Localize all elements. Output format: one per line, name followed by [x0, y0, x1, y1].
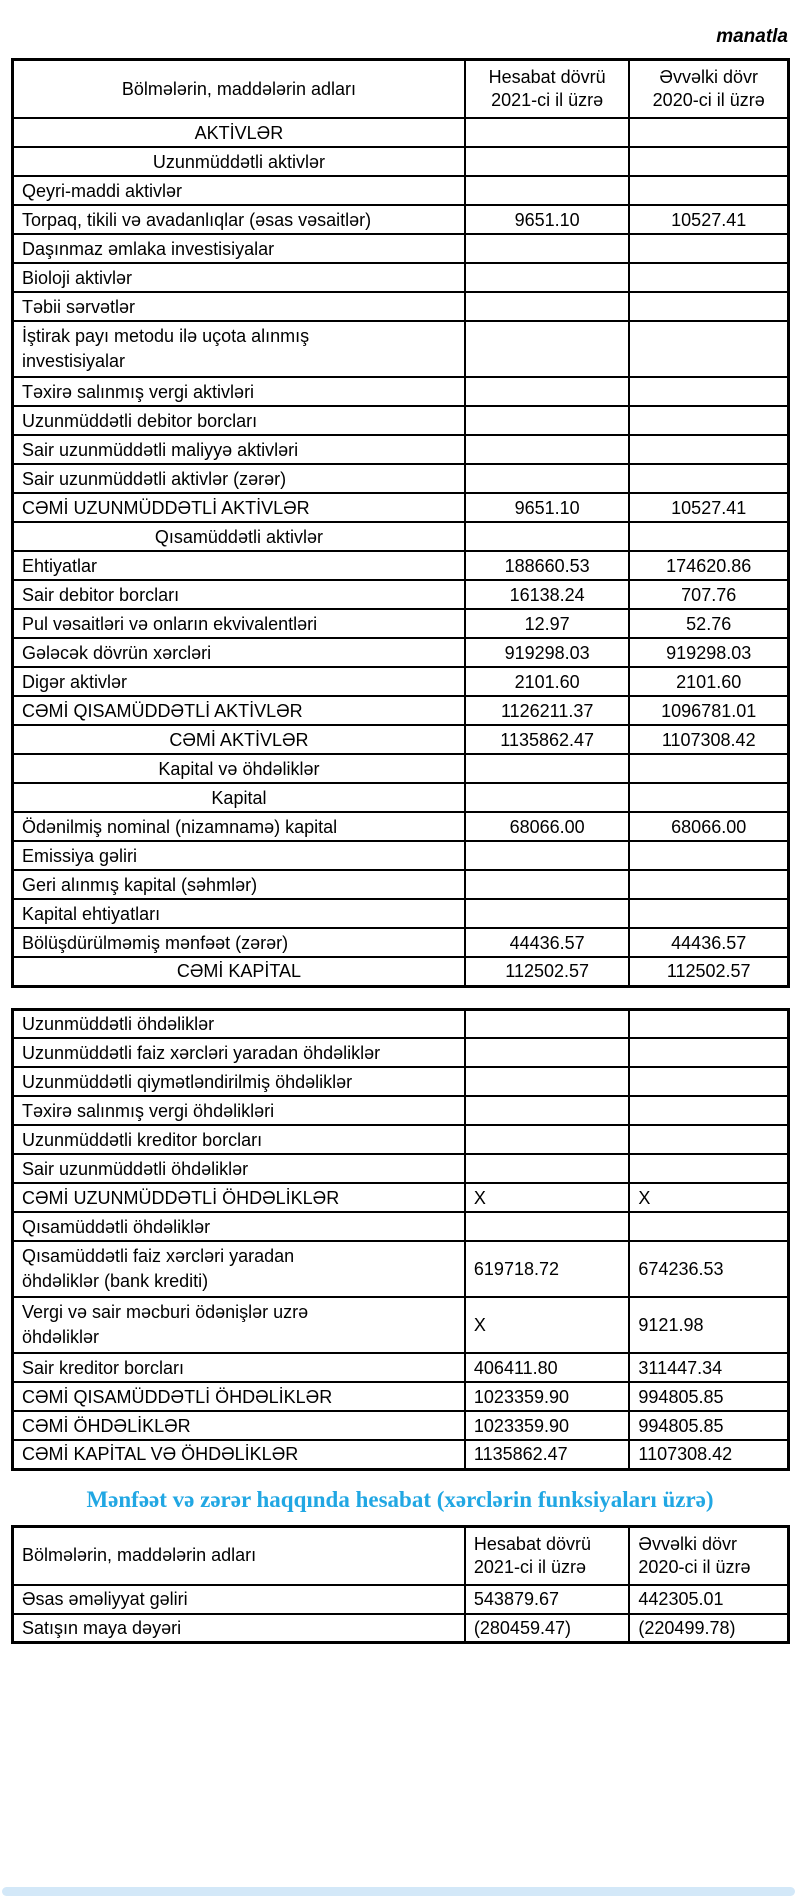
value-2021	[465, 435, 630, 464]
row-label: Uzunmüddətli aktivlər	[13, 147, 465, 176]
row-label: Geri alınmış kapital (səhmlər)	[13, 870, 465, 899]
row-label: Sair uzunmüddətli öhdəliklər	[13, 1154, 465, 1183]
table-row	[13, 580, 789, 609]
balance-sheet-body	[13, 118, 789, 986]
value-2020: 994805.85	[629, 1382, 788, 1411]
row-label	[13, 1241, 465, 1297]
value-2020: 68066.00	[629, 812, 788, 841]
horizontal-scrollbar[interactable]	[2, 1887, 795, 1896]
row-label: Bioloji aktivlər	[13, 263, 465, 292]
value-2020: 1107308.42	[629, 1440, 788, 1469]
table-row	[13, 1297, 789, 1353]
value-2021	[465, 321, 630, 377]
table-row	[13, 812, 789, 841]
row-label	[13, 1297, 465, 1353]
row-label: Təxirə salınmış vergi öhdəlikləri	[13, 1096, 465, 1125]
row-label: Sair kreditor borcları	[13, 1353, 465, 1382]
table-row	[13, 1440, 789, 1469]
value-2021	[465, 263, 630, 292]
table-row	[13, 928, 789, 957]
value-2020	[629, 292, 788, 321]
value-2020: 707.76	[629, 580, 788, 609]
value-2021: 44436.57	[465, 928, 630, 957]
row-label: Əsas əməliyyat gəliri	[13, 1585, 465, 1614]
liabilities-table	[11, 1008, 790, 1471]
value-2021: 543879.67	[465, 1585, 630, 1614]
value-2020	[629, 870, 788, 899]
table-row	[13, 321, 789, 377]
liabilities-body	[13, 1009, 789, 1469]
table-row	[13, 1212, 789, 1241]
row-label-line: Qısamüddətli faiz xərcləri yaradan	[22, 1246, 295, 1266]
value-2020	[629, 899, 788, 928]
table-row	[13, 205, 789, 234]
header-line: 2020-ci il üzrə	[652, 90, 765, 110]
row-label: Sair uzunmüddətli maliyyə aktivləri	[13, 435, 465, 464]
row-label: CƏMİ KAPİTAL VƏ ÖHDƏLİKLƏR	[13, 1440, 465, 1469]
header-line: Hesabat dövrü	[488, 67, 606, 87]
value-2020	[629, 406, 788, 435]
table-row	[13, 1154, 789, 1183]
row-label: Qısamüddətli aktivlər	[13, 522, 465, 551]
value-2021	[465, 118, 630, 147]
table-row	[13, 1096, 789, 1125]
value-2020	[629, 435, 788, 464]
header-line: Əvvəlki dövr	[638, 1533, 737, 1554]
row-label: Bölüşdürülməmiş mənfəət (zərər)	[13, 928, 465, 957]
table-row	[13, 754, 789, 783]
value-2021	[465, 176, 630, 205]
table-row	[13, 1614, 789, 1643]
income-statement-body	[13, 1585, 789, 1643]
value-2020: 674236.53	[629, 1241, 788, 1297]
row-label-line: öhdəliklər	[22, 1327, 100, 1347]
row-label: Təxirə salınmış vergi aktivləri	[13, 377, 465, 406]
table-row	[13, 1241, 789, 1297]
table-row	[13, 406, 789, 435]
table-row	[13, 638, 789, 667]
value-2020: 1096781.01	[629, 696, 788, 725]
value-2021	[465, 1067, 630, 1096]
value-2020: 2101.60	[629, 667, 788, 696]
value-2021: 112502.57	[465, 957, 630, 986]
value-2020	[629, 377, 788, 406]
table-row	[13, 1183, 789, 1212]
column-header-name: Bölmələrin, maddələrin adları	[13, 1526, 465, 1585]
row-label: Təbii sərvətlər	[13, 292, 465, 321]
value-2020: 311447.34	[629, 1353, 788, 1382]
row-label: AKTİVLƏR	[13, 118, 465, 147]
table-row	[13, 1125, 789, 1154]
row-label-line: Vergi və sair məcburi ödənişlər uzrə	[22, 1302, 309, 1322]
value-2021	[465, 1038, 630, 1067]
value-2021	[465, 406, 630, 435]
header-line: 2020-ci il üzrə	[638, 1556, 751, 1577]
row-label: Uzunmüddətli qiymətləndirilmiş öhdəliklər	[13, 1067, 465, 1096]
value-2020	[629, 118, 788, 147]
row-label: Sair debitor borcları	[13, 580, 465, 609]
row-label: Daşınmaz əmlaka investisiyalar	[13, 234, 465, 263]
table-row	[13, 464, 789, 493]
value-2021: 1135862.47	[465, 1440, 630, 1469]
row-label: CƏMİ UZUNMÜDDƏTLİ AKTİVLƏR	[13, 493, 465, 522]
column-header-2020	[629, 1526, 788, 1585]
row-label-line: öhdəliklər (bank krediti)	[22, 1271, 209, 1291]
value-2021	[465, 1125, 630, 1154]
value-2021: X	[465, 1183, 630, 1212]
income-statement-heading: Mənfəət və zərər haqqında hesabat (xərclərin funksiyaları üzrə)	[86, 1486, 714, 1512]
table-row	[13, 841, 789, 870]
value-2021	[465, 1154, 630, 1183]
value-2020: 442305.01	[629, 1585, 788, 1614]
value-2020: 44436.57	[629, 928, 788, 957]
table-row	[13, 609, 789, 638]
value-2021: 1135862.47	[465, 725, 630, 754]
value-2020	[629, 783, 788, 812]
value-2020	[629, 1154, 788, 1183]
value-2021: 619718.72	[465, 1241, 630, 1297]
value-2021	[465, 870, 630, 899]
table-row	[13, 1067, 789, 1096]
row-label: Uzunmüddətli kreditor borcları	[13, 1125, 465, 1154]
table-row	[13, 118, 789, 147]
header-line: Əvvəlki dövr	[659, 67, 758, 87]
table-row	[13, 377, 789, 406]
value-2020: X	[629, 1183, 788, 1212]
value-2020	[629, 1096, 788, 1125]
value-2021: 406411.80	[465, 1353, 630, 1382]
row-label: Pul vəsaitləri və onların ekvivalentləri	[13, 609, 465, 638]
table-row	[13, 551, 789, 580]
row-label: Emissiya gəliri	[13, 841, 465, 870]
currency-unit-note: manatla	[716, 26, 788, 47]
row-label	[13, 321, 465, 377]
value-2021	[465, 147, 630, 176]
value-2021: (280459.47)	[465, 1614, 630, 1643]
value-2021	[465, 899, 630, 928]
value-2021	[465, 234, 630, 263]
row-label-line: investisiyalar	[22, 351, 126, 371]
row-label: Ehtiyatlar	[13, 551, 465, 580]
row-label: Satışın maya dəyəri	[13, 1614, 465, 1643]
value-2020: 10527.41	[629, 205, 788, 234]
column-header-2021	[465, 60, 630, 119]
value-2020: 52.76	[629, 609, 788, 638]
value-2021	[465, 377, 630, 406]
value-2020	[629, 263, 788, 292]
value-2021	[465, 1009, 630, 1038]
row-label: Qeyri-maddi aktivlər	[13, 176, 465, 205]
value-2020	[629, 321, 788, 377]
column-header-name: Bölmələrin, maddələrin adları	[13, 60, 465, 119]
value-2021: 16138.24	[465, 580, 630, 609]
table-row	[13, 725, 789, 754]
value-2020	[629, 522, 788, 551]
table-row	[13, 957, 789, 986]
table-row	[13, 1009, 789, 1038]
value-2020	[629, 1038, 788, 1067]
table-row	[13, 147, 789, 176]
table-row	[13, 234, 789, 263]
header-row	[13, 60, 789, 119]
value-2020	[629, 147, 788, 176]
value-2020	[629, 841, 788, 870]
row-label: Uzunmüddətli öhdəliklər	[13, 1009, 465, 1038]
value-2020	[629, 1212, 788, 1241]
table-row	[13, 1411, 789, 1440]
value-2021	[465, 292, 630, 321]
table-row	[13, 783, 789, 812]
value-2021	[465, 841, 630, 870]
row-label: Sair uzunmüddətli aktivlər (zərər)	[13, 464, 465, 493]
value-2021: 1023359.90	[465, 1411, 630, 1440]
column-header-2020	[629, 60, 788, 119]
table-row	[13, 176, 789, 205]
table-row	[13, 292, 789, 321]
header-row	[13, 1526, 789, 1585]
income-statement-table	[11, 1525, 790, 1645]
row-label: Digər aktivlər	[13, 667, 465, 696]
value-2021: 12.97	[465, 609, 630, 638]
value-2021	[465, 1096, 630, 1125]
value-2021: 9651.10	[465, 205, 630, 234]
table-row	[13, 1585, 789, 1614]
row-label: Kapital ehtiyatları	[13, 899, 465, 928]
table-row	[13, 870, 789, 899]
value-2021: 1023359.90	[465, 1382, 630, 1411]
table-row	[13, 1382, 789, 1411]
header-line: 2021-ci il üzrə	[491, 90, 604, 110]
value-2021	[465, 464, 630, 493]
value-2021: 9651.10	[465, 493, 630, 522]
row-label: CƏMİ UZUNMÜDDƏTLİ ÖHDƏLİKLƏR	[13, 1183, 465, 1212]
row-label: CƏMİ QISAMÜDDƏTLİ ÖHDƏLİKLƏR	[13, 1382, 465, 1411]
value-2021	[465, 783, 630, 812]
value-2020: 174620.86	[629, 551, 788, 580]
header-line: Hesabat dövrü	[473, 1533, 591, 1554]
value-2020	[629, 1125, 788, 1154]
table-row	[13, 899, 789, 928]
value-2020: 9121.98	[629, 1297, 788, 1353]
value-2021: 68066.00	[465, 812, 630, 841]
row-label: CƏMİ ÖHDƏLİKLƏR	[13, 1411, 465, 1440]
row-label-line: İştirak payı metodu ilə uçota alınmış	[22, 326, 310, 346]
value-2020	[629, 176, 788, 205]
value-2020: 994805.85	[629, 1411, 788, 1440]
row-label: Gələcək dövrün xərcləri	[13, 638, 465, 667]
value-2021: 188660.53	[465, 551, 630, 580]
row-label: Kapital	[13, 783, 465, 812]
value-2020	[629, 1009, 788, 1038]
row-label: Kapital və öhdəliklər	[13, 754, 465, 783]
value-2021	[465, 1212, 630, 1241]
row-label: Ödənilmiş nominal (nizamnamə) kapital	[13, 812, 465, 841]
balance-sheet-table	[11, 58, 790, 988]
value-2021	[465, 754, 630, 783]
value-2021: 2101.60	[465, 667, 630, 696]
row-label: Qısamüddətli öhdəliklər	[13, 1212, 465, 1241]
row-label: Torpaq, tikili və avadanlıqlar (əsas vəsaitlər)	[13, 205, 465, 234]
row-label: CƏMİ AKTİVLƏR	[13, 725, 465, 754]
row-label: CƏMİ QISAMÜDDƏTLİ AKTİVLƏR	[13, 696, 465, 725]
row-label: Uzunmüddətli faiz xərcləri yaradan öhdəliklər	[13, 1038, 465, 1067]
header-line: 2021-ci il üzrə	[473, 1556, 586, 1577]
table-row	[13, 263, 789, 292]
table-row	[13, 522, 789, 551]
value-2020	[629, 1067, 788, 1096]
value-2020: 10527.41	[629, 493, 788, 522]
value-2020	[629, 464, 788, 493]
table-row	[13, 435, 789, 464]
table-row	[13, 696, 789, 725]
value-2020: (220499.78)	[629, 1614, 788, 1643]
table-row	[13, 1038, 789, 1067]
column-header-2021	[465, 1526, 630, 1585]
value-2020	[629, 754, 788, 783]
value-2021: 1126211.37	[465, 696, 630, 725]
value-2020: 919298.03	[629, 638, 788, 667]
row-label: CƏMİ KAPİTAL	[13, 957, 465, 986]
value-2020: 112502.57	[629, 957, 788, 986]
value-2021	[465, 522, 630, 551]
table-row	[13, 667, 789, 696]
value-2020: 1107308.42	[629, 725, 788, 754]
table-row	[13, 493, 789, 522]
row-label: Uzunmüddətli debitor borcları	[13, 406, 465, 435]
table-row	[13, 1353, 789, 1382]
value-2020	[629, 234, 788, 263]
value-2021: 919298.03	[465, 638, 630, 667]
value-2021: X	[465, 1297, 630, 1353]
